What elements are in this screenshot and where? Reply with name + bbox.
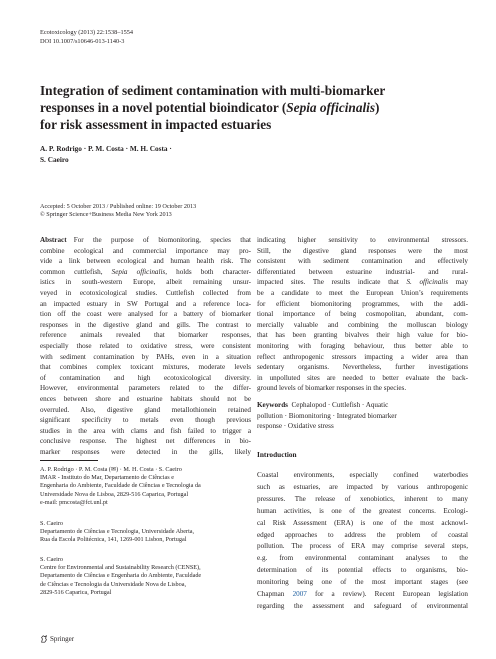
abstract-line-text: in unpolluted sites are needed to better evaluate the back- bbox=[257, 373, 468, 382]
abstract-right-column bbox=[257, 235, 468, 394]
abstract-label: Abstract bbox=[40, 236, 67, 244]
affiliation-line: Departamento de Ciências e Engenharia do Ambiente, Faculdade bbox=[40, 572, 202, 580]
abstract-line bbox=[257, 362, 468, 373]
authors-line-2: S. Caeiro bbox=[40, 154, 69, 164]
affiliation-line: Departamento de Ciências e Tecnologia, Universidade Aberta, bbox=[40, 528, 195, 536]
abstract-line-text: sedentary organisms. Nevertheless, further investigations bbox=[257, 363, 468, 372]
abstract-line bbox=[257, 352, 468, 363]
abstract-line-text: impacted sites. The results indicate that S. officinalis may bbox=[257, 278, 468, 287]
affiliation-block-3 bbox=[40, 556, 252, 597]
abstract-line-text: for efficient biomonitoring programmes, with the addi- bbox=[257, 299, 468, 308]
accepted-dates: Accepted: 5 October 2013 / Published online: 19 October 2013 bbox=[40, 203, 197, 210]
abstract-line-text: ences between shore and estuarine habitats should not be bbox=[40, 394, 251, 403]
keywords-line-2: pollution · Biomonitoring · Integrated biomarker bbox=[257, 411, 397, 420]
introduction-line bbox=[257, 506, 468, 518]
abstract-line bbox=[40, 299, 251, 310]
abstract-line-text: monitoring with foraging behaviour, thus better able to bbox=[257, 341, 468, 350]
abstract-line-text: For the purpose of biomonitoring, species that bbox=[73, 236, 251, 244]
journal-doi: DOI 10.1007/s10646-013-1140-3 bbox=[40, 38, 125, 45]
abstract-line-text: be a candidate to meet the European Union’s requirements bbox=[257, 288, 468, 297]
abstract-line bbox=[40, 426, 251, 437]
abstract-left-column bbox=[40, 235, 251, 457]
abstract-line bbox=[257, 309, 468, 320]
page-footer bbox=[40, 635, 74, 643]
affiliation-line: IMAR - Instituto do Mar, Departamento de Ciências e bbox=[40, 474, 174, 482]
abstract-line-text: with sediment contamination by PAHs, even in a situation bbox=[40, 352, 251, 361]
title-line-3: for risk assessment in impacted estuaries bbox=[40, 117, 272, 132]
introduction-line-text: pressures. The release of xenobiotics, inherent to many bbox=[257, 494, 468, 503]
introduction-line-text: cal Risk Assessment (ERA) is one of the most acknowl- bbox=[257, 518, 468, 527]
abstract-line bbox=[40, 341, 251, 352]
abstract-line-text: reflect anthropogenic stressors impacting a wider area than bbox=[257, 352, 468, 361]
introduction-line bbox=[257, 565, 468, 577]
abstract-line bbox=[40, 405, 251, 416]
introduction-line-text: Coastal environments, especially confined waterbodies bbox=[257, 471, 468, 479]
abstract-line-text: ground levels of biomarker responses in the species. bbox=[257, 384, 407, 393]
article-title bbox=[40, 82, 460, 133]
abstract-line bbox=[40, 415, 251, 426]
affiliation-block-2 bbox=[40, 520, 252, 545]
keywords bbox=[257, 400, 468, 432]
abstract-line-text: overruled. Also, digestive gland metallothionein retained bbox=[40, 405, 251, 414]
abstract-line-text: marker responses were detected in the gills, likely bbox=[40, 447, 251, 456]
abstract-line bbox=[40, 309, 251, 320]
affiliation-line: Engenharia do Ambiente, Faculdade de Ciências e Tecnologia da bbox=[40, 482, 201, 490]
abstract-line bbox=[40, 330, 251, 341]
introduction-line bbox=[257, 601, 468, 613]
abstract-line bbox=[40, 373, 251, 384]
abstract-line bbox=[40, 362, 251, 373]
keywords-label: Keywords bbox=[257, 401, 288, 409]
author-list bbox=[40, 144, 340, 165]
affiliation-line: de Ciências e Tecnologia da Universidade Nova de Lisboa, bbox=[40, 580, 187, 588]
abstract-line bbox=[257, 256, 468, 267]
abstract-line-text: that combines complex toxicant mixtures, moderate levels bbox=[40, 363, 251, 372]
introduction-line bbox=[257, 553, 468, 565]
abstract-line-text: differentiated between estuarine industrial- and rural- bbox=[257, 267, 468, 276]
abstract-line bbox=[40, 267, 251, 278]
abstract-line bbox=[40, 383, 251, 394]
abstract-line bbox=[40, 288, 251, 299]
abstract-line-text: reference animals revealed that biomarker responses, bbox=[40, 331, 251, 340]
introduction-line-text: human activities, is one of the greatest concerns. Ecologi- bbox=[257, 506, 468, 515]
introduction-line-text: e.g. from environmental contaminant analyses to the bbox=[257, 554, 468, 563]
abstract-line bbox=[40, 246, 251, 257]
introduction-line bbox=[257, 482, 468, 494]
introduction-line-text: Chapman 2007 for a review). Recent European legislation bbox=[257, 590, 468, 599]
introduction-line-text: regarding the assessment and safeguard of environmental bbox=[257, 601, 468, 610]
abstract-line-text: combine ecological and commercial importance may pro- bbox=[40, 246, 251, 255]
abstract-line bbox=[257, 320, 468, 331]
title-line-2-pre: responses in a novel potential bioindicator ( bbox=[40, 100, 287, 115]
abstract-line bbox=[40, 235, 251, 246]
abstract-line-text: Still, the digestive gland responses were the most bbox=[257, 246, 468, 255]
abstract-line-text: tion off the coast were analysed for a battery of biomarker bbox=[40, 310, 251, 319]
authors-line-1: A. P. Rodrigo · P. M. Costa · M. H. Costa · bbox=[40, 144, 172, 153]
title-line-2 bbox=[40, 99, 460, 116]
affiliation-line: S. Caeiro bbox=[40, 556, 64, 563]
abstract-line bbox=[40, 352, 251, 363]
footnote-separator bbox=[40, 460, 98, 461]
abstract-line-text: responses in the digestive gland and gills. The contrast to bbox=[40, 320, 251, 329]
abstract-line bbox=[40, 320, 251, 331]
species-name: S. officinalis bbox=[406, 278, 449, 287]
introduction-line-text: monitoring being one of the most important stages (see bbox=[257, 578, 468, 587]
abstract-line-text: common cuttlefish, Sepia officinalis, holds both character- bbox=[40, 267, 251, 276]
abstract-line bbox=[257, 330, 468, 341]
introduction-line bbox=[257, 518, 468, 530]
affiliation-block-1 bbox=[40, 466, 252, 507]
abstract-line-text: However, environmental parameters related to the differ- bbox=[40, 384, 251, 393]
introduction-body bbox=[257, 470, 468, 613]
abstract-line bbox=[40, 277, 251, 288]
abstract-line-text: veyed in ecotoxicological studies. Cuttlefish collected from bbox=[40, 288, 251, 297]
introduction-line bbox=[257, 470, 468, 482]
title-line-1: Integration of sediment contamination with multi-biomarker bbox=[40, 83, 386, 98]
introduction-line bbox=[257, 494, 468, 506]
abstract-line-text: especially those related to oxidative stress, were consistent bbox=[40, 341, 251, 350]
abstract-line-text: studies in the area with clams and fish failed to trigger a bbox=[40, 426, 251, 435]
abstract-line-text: mercially valuable and combining the molluscan biology bbox=[257, 320, 468, 329]
abstract-line-text: tional importance of being cosmopolitan, abundant, com- bbox=[257, 310, 468, 319]
affiliation-line: 2829-516 Caparica, Portugal bbox=[40, 588, 112, 596]
abstract-line bbox=[257, 267, 468, 278]
abstract-line bbox=[257, 383, 468, 394]
affiliation-line: Rua da Escola Politécnica, 141, 1269-001 Lisbon, Portugal bbox=[40, 536, 187, 544]
abstract-line bbox=[257, 341, 468, 352]
species-name: Sepia officinalis bbox=[111, 267, 166, 276]
journal-citation: Ecotoxicology (2013) 22:1538–1554 bbox=[40, 29, 134, 36]
affiliation-line: A. P. Rodrigo · P. M. Costa (✉) · M. H. Costa · S. Caeiro bbox=[40, 466, 182, 473]
abstract-line-text: conclusive response. The highest net differences in bio- bbox=[40, 437, 251, 446]
abstract-line bbox=[257, 246, 468, 257]
affiliation-line: Universidade Nova de Lisboa, 2829-516 Caparica, Portugal bbox=[40, 490, 189, 498]
publisher-name: Springer bbox=[50, 635, 75, 643]
abstract-line bbox=[257, 277, 468, 288]
abstract-line bbox=[257, 288, 468, 299]
introduction-line-text: edged approaches to address the problem of coastal bbox=[257, 530, 468, 539]
abstract-line-text: consistent with sediment contamination and effectively bbox=[257, 257, 468, 266]
abstract-line-text: an impacted estuary in SW Portugal and a reference loca- bbox=[40, 299, 251, 308]
introduction-line bbox=[257, 530, 468, 542]
abstract-line-text: of contamination and high ecotoxicological diversity. bbox=[40, 373, 251, 382]
abstract-line bbox=[40, 394, 251, 405]
introduction-line-text: pollution. The process of ERA may comprise several steps, bbox=[257, 542, 468, 551]
abstract-line bbox=[257, 299, 468, 310]
abstract-line bbox=[40, 256, 251, 267]
abstract-line bbox=[40, 447, 251, 458]
introduction-line bbox=[257, 589, 468, 601]
title-species-name: Sepia officinalis bbox=[286, 100, 376, 115]
keywords-line-3: response · Oxidative stress bbox=[257, 422, 334, 431]
abstract-line-text: vide a link between ecological and human health risk. The bbox=[40, 257, 251, 266]
introduction-line bbox=[257, 577, 468, 589]
copyright-notice: © Springer Science+Business Media New York 2013 bbox=[40, 211, 172, 218]
abstract-line-text: indicating higher sensitivity to environmental stressors. bbox=[257, 236, 468, 244]
abstract-line-text: significant specificity to metals even though previous bbox=[40, 416, 251, 425]
introduction-line-text: such as estuaries, are impacted by various anthropogenic bbox=[257, 482, 468, 491]
abstract-line bbox=[257, 235, 468, 246]
springer-horse-icon bbox=[40, 635, 48, 643]
abstract-line bbox=[40, 436, 251, 447]
introduction-line bbox=[257, 541, 468, 553]
introduction-line-text: determination of its potential effects to organisms, bio- bbox=[257, 566, 468, 575]
affiliation-line: Centre for Environmental and Sustainability Research (CENSE), bbox=[40, 564, 201, 572]
keywords-line-1: Cephalopod · Cuttlefish · Aquatic bbox=[291, 401, 389, 409]
affiliation-line: S. Caeiro bbox=[40, 520, 64, 527]
introduction-heading: Introduction bbox=[257, 450, 297, 459]
abstract-line-text: istics in south-western Europe, albeit remaining unsur- bbox=[40, 278, 251, 287]
abstract-line bbox=[257, 373, 468, 384]
reference-link[interactable]: 2007 bbox=[292, 590, 307, 599]
abstract-line-text: that has been granting bivalves their high value for bio- bbox=[257, 331, 468, 340]
title-line-2-post: ) bbox=[375, 100, 380, 115]
affiliation-line: e-mail: pmcosta@fct.unl.pt bbox=[40, 498, 108, 506]
